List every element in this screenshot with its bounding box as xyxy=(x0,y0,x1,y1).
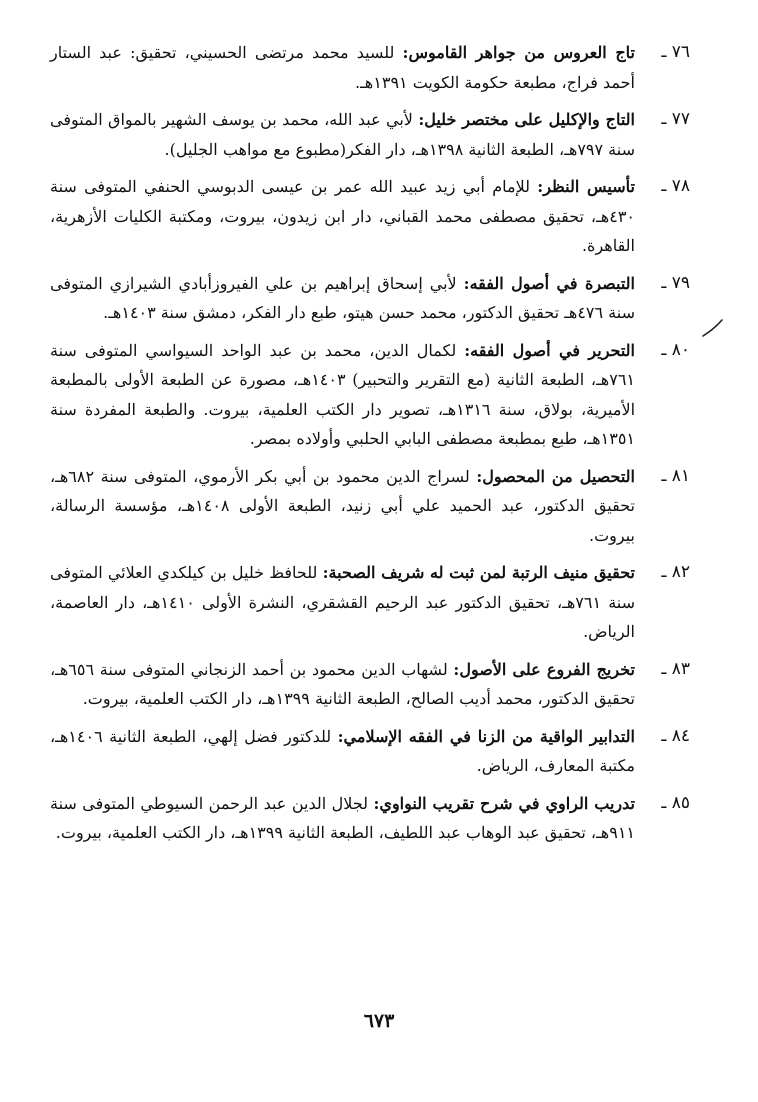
entry-body xyxy=(50,558,635,647)
entry-body xyxy=(50,789,635,848)
bibliography-entry xyxy=(50,655,690,714)
handwritten-margin-mark xyxy=(700,316,724,340)
entry-text: للسيد محمد مرتضى الحسيني، تحقيق: عبد الستار أحمد فراج، مطبعة حكومة الكويت ١٣٩١هـ. xyxy=(50,43,635,92)
bibliography-entry xyxy=(50,269,690,328)
entry-title: التبصرة في أصول الفقه: xyxy=(463,273,636,293)
bibliography-entry xyxy=(50,172,690,261)
entry-text: للإمام أبي زيد عبيد الله عمر بن عيسى الدبوسي الحنفي المتوفى سنة ٤٣٠هـ، تحقيق مصطفى محمد القباني، دار ابن زيدون، بيروت، ومكتبة الكليات الأزهرية، القاهرة. xyxy=(50,177,635,255)
entry-text: لأبي عبد الله، محمد بن يوسف الشهير بالمواق المتوفى سنة ٧٩٧هـ، الطبعة الثانية ١٣٩٨هـ، دار الفكر(مطبوع مع مواهب الجليل). xyxy=(50,110,635,159)
entry-body xyxy=(50,105,635,164)
bibliography-entry xyxy=(50,462,690,551)
entry-number: ٨٥ ـ xyxy=(661,792,690,813)
entry-title: تأسيس النظر: xyxy=(537,177,635,196)
bibliography-entry xyxy=(50,336,690,454)
entry-text: لكمال الدين، محمد بن عبد الواحد السيواسي المتوفى سنة ٧٦١هـ، الطبعة الثانية (مع التقرير والتحبير) ١٤٠٣هـ، مصورة عن الطبعة الأولى بالمطبعة الأميرية، بولاق، سنة ١٣١٦هـ، تصوير دار الكتب العلمية، بيروت. والطبعة المفردة سنة ١٣٥١هـ، طبع بمطبعة مصطفى البابي الحلبي وأولاده بمصر. xyxy=(50,340,636,448)
entry-number: ٨٣ ـ xyxy=(661,658,690,679)
entry-title: تدريب الراوي في شرح تقريب النواوي: xyxy=(373,793,635,813)
entry-number: ٧٧ ـ xyxy=(661,109,690,129)
page-number: ٦٧٣ xyxy=(363,1010,395,1032)
entry-text: لأبي إسحاق إبراهيم بن علي الفيروزأبادي الشيرازي المتوفى سنة ٤٧٦هـ تحقيق الدكتور، محمد حسن هيتو، طبع دار الفكر، دمشق سنة ١٤٠٣هـ. xyxy=(50,273,635,322)
entry-text: لسراج الدين محمود بن أبي بكر الأرموي، المتوفى سنة ٦٨٢هـ، تحقيق الدكتور، عبد الحميد علي أبي زنيد، الطبعة الأولى ١٤٠٨هـ، مؤسسة الرسالة، بيروت. xyxy=(50,466,635,545)
entry-title: تحقيق منيف الرتبة لمن ثبت له شريف الصحبة: xyxy=(322,563,636,582)
entry-title: التحرير في أصول الفقه: xyxy=(464,340,636,360)
entry-number: ٨٢ ـ xyxy=(661,562,690,582)
entry-number: ٨١ ـ xyxy=(661,465,690,486)
entry-number: ٨٠ ـ xyxy=(661,339,690,360)
entry-title: التدابير الواقية من الزنا في الفقه الإسلامي: xyxy=(337,726,635,746)
entry-body xyxy=(50,172,635,261)
bibliography-entry xyxy=(50,789,690,848)
entry-body xyxy=(50,722,635,781)
entry-number: ٧٨ ـ xyxy=(661,176,690,196)
entry-text: لجلال الدين عبد الرحمن السيوطي المتوفى سنة ٩١١هـ، تحقيق عبد الوهاب عبد اللطيف، الطبعة الثانية ١٣٩٩هـ، دار الكتب العلمية، بيروت. xyxy=(50,793,635,842)
bibliography-entry xyxy=(50,105,690,164)
entry-body xyxy=(50,336,635,454)
entry-title: تاج العروس من جواهر القاموس: xyxy=(402,43,635,62)
entry-body xyxy=(50,38,635,97)
entry-number: ٧٦ ـ xyxy=(661,42,690,62)
entry-text: للحافظ خليل بن كيلكدي العلائي المتوفى سنة ٧٦١هـ، تحقيق الدكتور عبد الرحيم القشقري، النشرة الأولى ١٤١٠هـ، دار العاصمة، الرياض. xyxy=(50,563,636,641)
entry-title: التاج والإكليل على مختصر خليل: xyxy=(418,110,636,129)
bibliography-entry xyxy=(50,38,690,97)
entry-title: التحصيل من المحصول: xyxy=(476,466,635,486)
bibliography-entry xyxy=(50,722,690,781)
entry-number: ٧٩ ـ xyxy=(661,272,690,293)
bibliography-page xyxy=(50,38,690,856)
entry-body xyxy=(50,655,635,714)
bibliography-entry xyxy=(50,558,690,647)
entry-number: ٨٤ ـ xyxy=(661,725,690,746)
entry-body xyxy=(50,269,635,328)
entry-body xyxy=(50,462,635,551)
entry-text: للدكتور فضل إلهي، الطبعة الثانية ١٤٠٦هـ، مكتبة المعارف، الرياض. xyxy=(50,726,635,775)
entry-text: لشهاب الدين محمود بن أحمد الزنجاني المتوفى سنة ٦٥٦هـ، تحقيق الدكتور، محمد أديب الصالح، الطبعة الثانية ١٣٩٩هـ، دار الكتب العلمية، بيروت. xyxy=(50,659,635,708)
entry-title: تخريج الفروع على الأصول: xyxy=(453,659,635,679)
